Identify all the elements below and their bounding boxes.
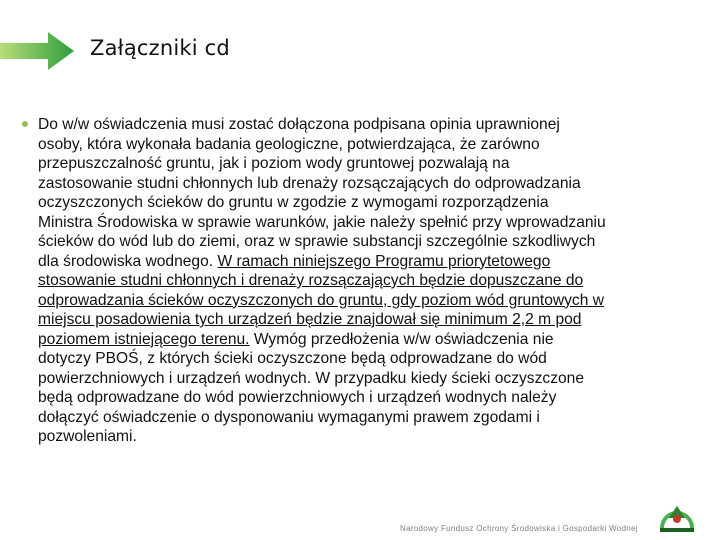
- body-text-underlined: W ramach niniejszego Programu priorytetowego stosowanie studni chłonnych i drenaży rozsączających będzie dopuszczane do odprowadzania ścieków oczyszczonych do gruntu, gdy poziom wód gruntowych w miejscu posadowienia tych urządzeń będzie znajdował się minimum 2,2 m pod poziomem istniejącego terenu.: [38, 252, 604, 348]
- body-text-part2: Wymóg przedłożenia w/w oświadczenia nie dotyczy PBOŚ, z których ścieki oczyszczone będą odprowadzane do wód powierzchniowych i urządzeń wodnych. W przypadku kiedy ścieki oczyszczone będą odprowadzane do wód powierzchniowych i urządzeń wodnych należy dołączyć oświadczenie o dysponowaniu wymaganymi prawem zgodami i pozwoleniami.: [38, 330, 585, 445]
- slide-body: [38, 115, 698, 447]
- arrow-right-icon: [0, 30, 75, 72]
- nfosigw-logo-icon: [656, 498, 698, 534]
- body-text-part1: Do w/w oświadczenia musi zostać dołączona podpisana opinia uprawnionej osoby, która wykonała badania geologiczne, potwierdzająca, że zarówno przepuszczalność gruntu, jak i poziom wody gruntowej pozwalają na zastosowanie studni chłonnych lub drenaży rozsączających do odprowadzania oczyszczonych ścieków do gruntu w zgodzie z wymogami rozporządzenia Ministra Środowiska w sprawie warunków, jakie należy spełnić przy wprowadzaniu ścieków do wód lub do ziemi, oraz w sprawie substancji szczególnie szkodliwych dla środowiska wodnego.: [38, 116, 606, 270]
- bullet-icon: [22, 121, 28, 127]
- slide-title: Załączniki cd: [90, 36, 230, 60]
- footer-text: Narodowy Fundusz Ochrony Środowiska i Gospodarki Wodnej: [400, 524, 638, 533]
